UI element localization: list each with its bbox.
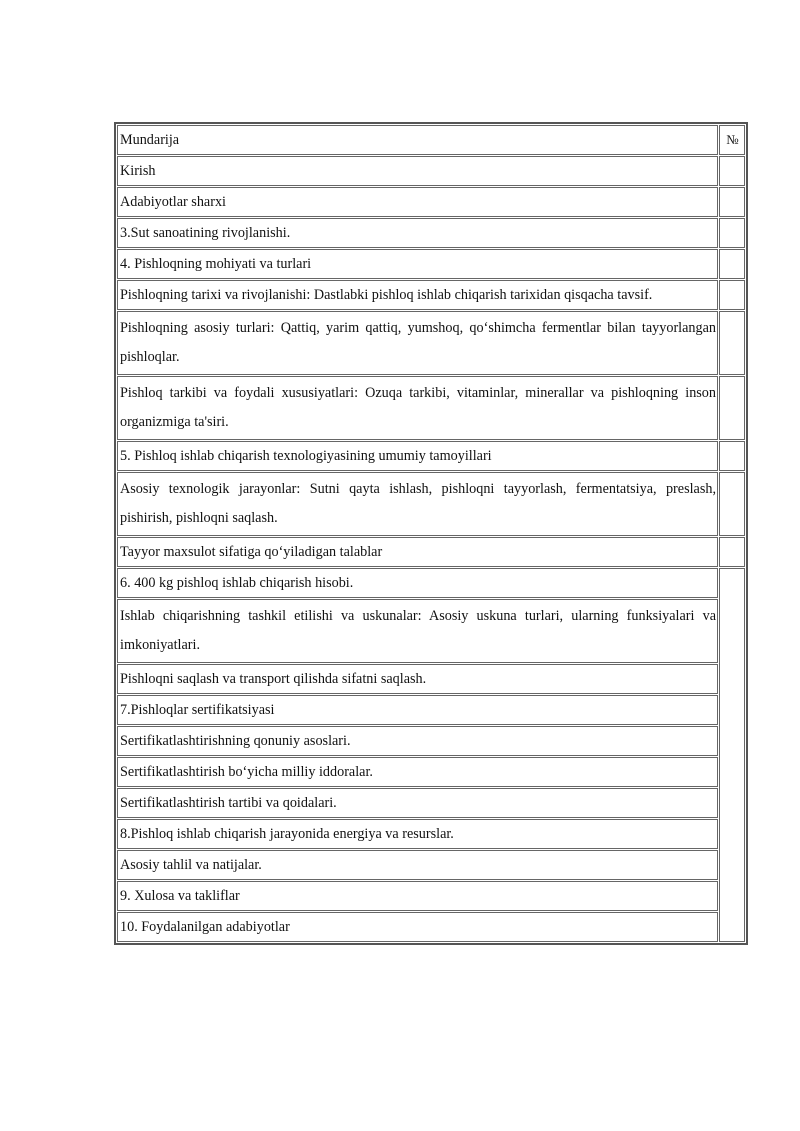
page-number-cell: [719, 376, 745, 440]
toc-entry: Asosiy tahlil va natijalar.: [117, 850, 718, 880]
page-number-cell: [719, 537, 745, 567]
table-row: [117, 664, 745, 694]
table-row: [117, 568, 745, 598]
toc-entry: 10. Foydalanilgan adabiyotlar: [117, 912, 718, 942]
table-row: [117, 757, 745, 787]
toc-entry: Sertifikatlashtirishning qonuniy asoslari.: [117, 726, 718, 756]
table-row: [117, 472, 745, 536]
toc-entry: Sertifikatlashtirish tartibi va qoidalari.: [117, 788, 718, 818]
table-row: [117, 376, 745, 440]
toc-entry: 3.Sut sanoatining rivojlanishi.: [117, 218, 718, 248]
page-number-cell: [719, 280, 745, 310]
table-row: [117, 218, 745, 248]
table-row: [117, 726, 745, 756]
table-of-contents: [114, 122, 748, 945]
toc-entry: Tayyor maxsulot sifatiga qo‘yiladigan talablar: [117, 537, 718, 567]
toc-entry: Adabiyotlar sharxi: [117, 187, 718, 217]
table-row: [117, 788, 745, 818]
table-row: [117, 912, 745, 942]
table-row: [117, 537, 745, 567]
table-row: [117, 695, 745, 725]
toc-entry: 5. Pishloq ishlab chiqarish texnologiyasining umumiy tamoyillari: [117, 441, 718, 471]
toc-entry: Asosiy texnologik jarayonlar: Sutni qayta ishlash, pishloqni tayyorlash, fermentatsiya, preslash, pishirish, pishloqni saqlash.: [117, 472, 718, 536]
toc-title: Mundarija: [117, 125, 718, 155]
page-number-cell-merged: [719, 568, 745, 942]
toc-entry: 6. 400 kg pishloq ishlab chiqarish hisobi.: [117, 568, 718, 598]
page-number-cell: [719, 218, 745, 248]
toc-entry: Pishloqni saqlash va transport qilishda sifatni saqlash.: [117, 664, 718, 694]
page-number-cell: [719, 311, 745, 375]
table-row: [117, 850, 745, 880]
toc-entry: Ishlab chiqarishning tashkil etilishi va uskunalar: Asosiy uskuna turlari, ularning funksiyalari va imkoniyatlari.: [117, 599, 718, 663]
toc-entry: Pishloqning tarixi va rivojlanishi: Dastlabki pishloq ishlab chiqarish tarixidan qisqacha tavsif.: [117, 280, 718, 310]
page-number-cell: [719, 472, 745, 536]
toc-entry: Pishloqning asosiy turlari: Qattiq, yarim qattiq, yumshoq, qo‘shimcha fermentlar bilan tayyorlangan pishloqlar.: [117, 311, 718, 375]
page-number-cell: [719, 249, 745, 279]
page-number-header: №: [719, 125, 745, 155]
table-row: [117, 156, 745, 186]
table-row: [117, 311, 745, 375]
toc-entry: 8.Pishloq ishlab chiqarish jarayonida energiya va resurslar.: [117, 819, 718, 849]
table-row: [117, 280, 745, 310]
toc-entry: 9. Xulosa va takliflar: [117, 881, 718, 911]
table-row: [117, 599, 745, 663]
table-row: [117, 441, 745, 471]
table-row: [117, 187, 745, 217]
table-row: [117, 819, 745, 849]
toc-entry: Sertifikatlashtirish bo‘yicha milliy iddoralar.: [117, 757, 718, 787]
table-row: [117, 881, 745, 911]
toc-entry: Pishloq tarkibi va foydali xususiyatlari: Ozuqa tarkibi, vitaminlar, minerallar va pishloqning inson organizmiga ta'siri.: [117, 376, 718, 440]
page-number-cell: [719, 441, 745, 471]
page-number-cell: [719, 187, 745, 217]
page-number-cell: [719, 156, 745, 186]
toc-entry: 4. Pishloqning mohiyati va turlari: [117, 249, 718, 279]
toc-entry: Kirish: [117, 156, 718, 186]
toc-header-row: [117, 125, 745, 155]
toc-entry: 7.Pishloqlar sertifikatsiyasi: [117, 695, 718, 725]
table-row: [117, 249, 745, 279]
